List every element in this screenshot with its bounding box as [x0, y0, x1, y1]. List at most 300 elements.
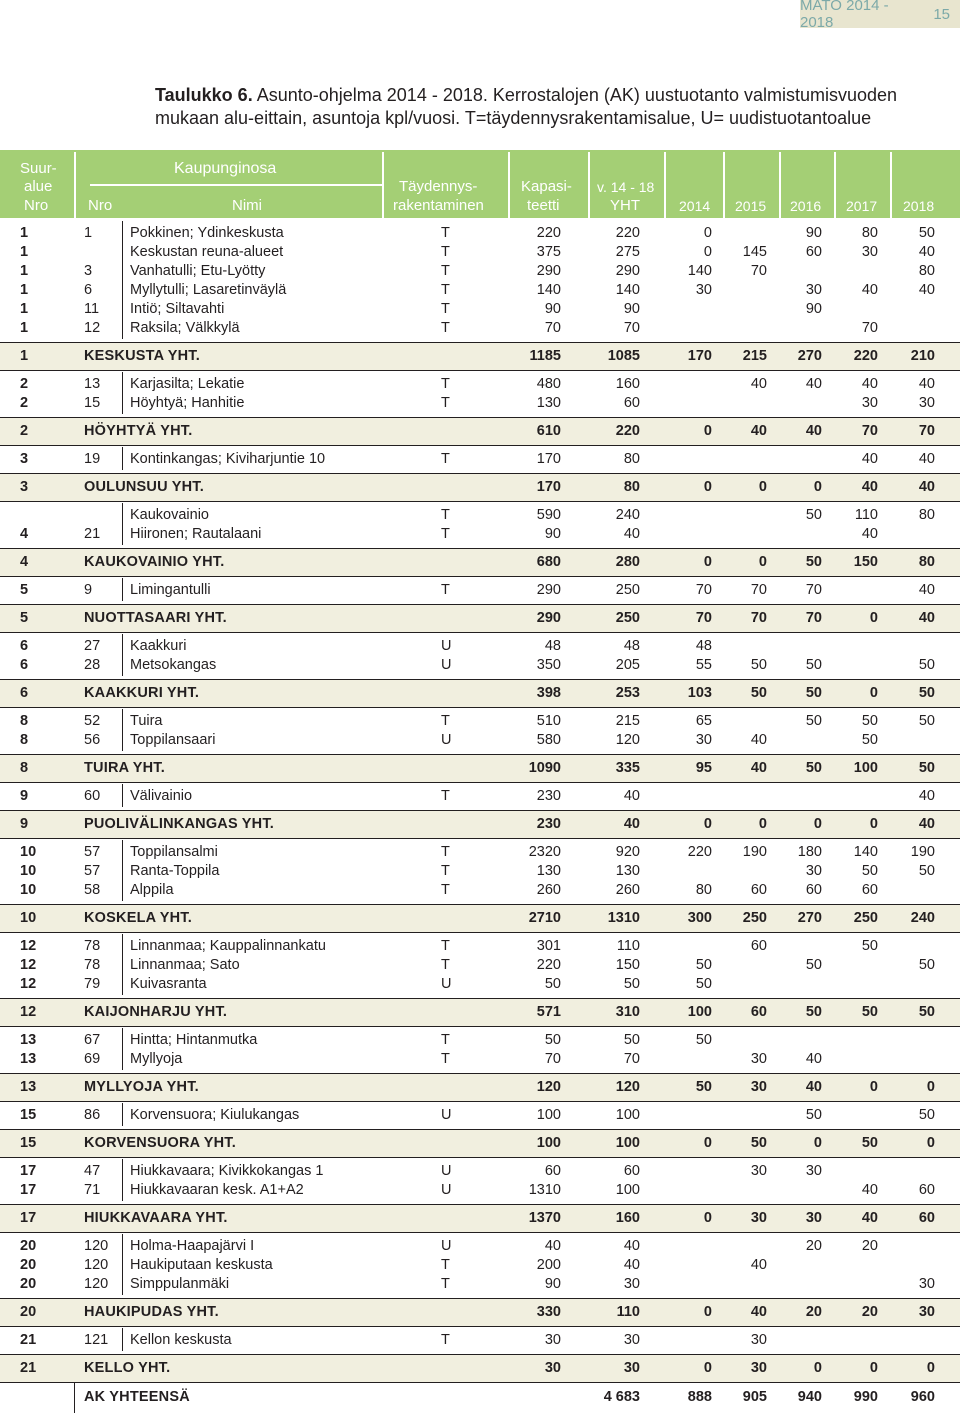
tyyppi-cell: T [441, 582, 450, 598]
suuralue-cell: 8 [20, 732, 29, 748]
kapasiteetti-cell: 90 [544, 526, 561, 542]
y2015-cell: 40 [750, 1304, 767, 1320]
suuralue-cell: 12 [20, 957, 37, 973]
y2015-cell: 30 [750, 1210, 767, 1226]
y2017-cell: 70 [861, 423, 878, 439]
y2017-cell: 20 [861, 1238, 878, 1254]
y2014-cell: 0 [703, 1304, 712, 1320]
column-divider [122, 634, 123, 676]
row-divider [0, 501, 960, 502]
nimi-cell: Hintta; Hintanmutka [130, 1032, 258, 1048]
total-label: AK YHTEENSÄ [84, 1389, 190, 1405]
tyyppi-cell: U [441, 1107, 452, 1123]
col-2014: 2014 [679, 198, 711, 214]
nimi-cell: Kuivasranta [130, 976, 207, 992]
nimi-cell: Kaakkuri [130, 638, 187, 654]
nro-cell: 3 [84, 263, 93, 279]
y2017-cell: 70 [861, 320, 878, 336]
subtotal-label: KAIJONHARJU YHT. [84, 1004, 228, 1020]
kapasiteetti-cell: 301 [536, 938, 561, 954]
kapasiteetti-cell: 220 [536, 957, 561, 973]
y2015-cell: 215 [742, 348, 767, 364]
y2014-cell: 30 [695, 282, 712, 298]
nro-cell: 86 [84, 1107, 101, 1123]
y2014-cell: 888 [687, 1389, 712, 1405]
table-row [0, 281, 960, 300]
kapasiteetti-cell: 220 [536, 225, 561, 241]
subtotal-row [0, 684, 960, 703]
suuralue-cell: 13 [20, 1051, 37, 1067]
column-divider [122, 221, 123, 339]
y2016-cell: 940 [797, 1389, 822, 1405]
subtotal-row [0, 347, 960, 366]
y2016-cell: 270 [797, 910, 822, 926]
y2016-cell: 50 [805, 1004, 822, 1020]
kapasiteetti-cell: 590 [536, 507, 561, 523]
y2018-cell: 40 [918, 376, 935, 392]
y2014-cell: 140 [687, 263, 712, 279]
y2017-cell: 40 [861, 479, 878, 495]
nimi-cell: Metsokangas [130, 657, 217, 673]
tyyppi-cell: T [441, 1257, 450, 1273]
tyyppi-cell: T [441, 244, 450, 260]
nro-cell: 79 [84, 976, 101, 992]
row-divider [0, 445, 960, 446]
y2016-cell: 50 [805, 507, 822, 523]
y2016-cell: 40 [805, 376, 822, 392]
y2014-cell: 300 [687, 910, 712, 926]
suuralue-cell: 5 [20, 610, 29, 626]
nimi-cell: Hiironen; Rautalaani [130, 526, 262, 542]
yht-cell: 40 [623, 1238, 640, 1254]
y2017-cell: 0 [869, 685, 878, 701]
tyyppi-cell: T [441, 1032, 450, 1048]
yht-cell: 253 [615, 685, 640, 701]
nro-cell: 27 [84, 638, 101, 654]
suuralue-cell: 20 [20, 1276, 37, 1292]
y2018-cell: 70 [918, 423, 935, 439]
table-row [0, 1331, 960, 1350]
tyyppi-cell: T [441, 376, 450, 392]
nro-cell: 15 [84, 395, 101, 411]
kapasiteetti-cell: 680 [536, 554, 561, 570]
yht-cell: 160 [615, 376, 640, 392]
suuralue-cell: 4 [20, 554, 29, 570]
row-divider [0, 1157, 960, 1158]
y2018-cell: 50 [918, 1004, 935, 1020]
suuralue-cell: 21 [20, 1360, 37, 1376]
suuralue-cell: 20 [20, 1238, 37, 1254]
table-row [0, 862, 960, 881]
nimi-cell: Myllytulli; Lasaretinväylä [130, 282, 287, 298]
y2017-cell: 50 [861, 732, 878, 748]
subtotal-row [0, 1209, 960, 1228]
suuralue-cell: 6 [20, 638, 29, 654]
table-row [0, 300, 960, 319]
y2017-cell: 40 [861, 1182, 878, 1198]
y2017-cell: 0 [869, 1360, 878, 1376]
y2018-cell: 40 [918, 479, 935, 495]
yht-cell: 110 [616, 1304, 640, 1320]
header-separator [382, 152, 384, 218]
nro-cell: 11 [84, 301, 100, 317]
table-row [0, 506, 960, 525]
yht-cell: 1085 [607, 348, 640, 364]
y2015-cell: 145 [742, 244, 767, 260]
y2015-cell: 50 [750, 1135, 767, 1151]
suuralue-cell: 3 [20, 451, 29, 467]
kapasiteetti-cell: 350 [536, 657, 561, 673]
row-divider [0, 838, 960, 839]
kapasiteetti-cell: 260 [536, 882, 561, 898]
kapasiteetti-cell: 230 [536, 788, 561, 804]
nro-cell: 78 [84, 957, 101, 973]
tyyppi-cell: T [441, 263, 450, 279]
tyyppi-cell: T [441, 301, 450, 317]
suuralue-cell: 12 [20, 976, 37, 992]
tyyppi-cell: U [441, 1163, 452, 1179]
nro-cell: 9 [84, 582, 93, 598]
column-divider [122, 372, 123, 414]
suuralue-cell: 12 [20, 938, 37, 954]
column-divider [122, 578, 123, 601]
y2014-cell: 0 [703, 423, 712, 439]
y2016-cell: 30 [805, 1210, 822, 1226]
subtotal-label: KOSKELA YHT. [84, 910, 192, 926]
y2015-cell: 50 [750, 685, 767, 701]
subtotal-label: TUIRA YHT. [84, 760, 165, 776]
y2017-cell: 60 [861, 882, 878, 898]
y2014-cell: 50 [695, 1032, 712, 1048]
subtotal-label: HAUKIPUDAS YHT. [84, 1304, 219, 1320]
kapasiteetti-cell: 170 [536, 451, 561, 467]
col-taydennys-2: rakentaminen [393, 197, 484, 214]
suuralue-cell: 20 [20, 1304, 37, 1320]
subtotal-label: KAUKOVAINIO YHT. [84, 554, 225, 570]
column-divider [122, 1028, 123, 1070]
y2016-cell: 30 [805, 863, 822, 879]
table-row [0, 450, 960, 469]
nimi-cell: Haukiputaan keskusta [130, 1257, 273, 1273]
nimi-cell: Kontinkangas; Kiviharjuntie 10 [130, 451, 326, 467]
row-divider [0, 1101, 960, 1102]
table-row [0, 1275, 960, 1294]
tyyppi-cell: T [441, 1332, 450, 1348]
suuralue-cell: 5 [20, 582, 29, 598]
nimi-cell: Ranta-Toppila [130, 863, 220, 879]
suuralue-cell: 9 [20, 788, 29, 804]
y2016-cell: 270 [797, 348, 822, 364]
table-row [0, 224, 960, 243]
y2017-cell: 40 [861, 1210, 878, 1226]
column-divider [122, 1234, 123, 1295]
nro-cell: 120 [84, 1238, 109, 1254]
page-number: 15 [933, 5, 950, 23]
y2018-cell: 50 [918, 957, 935, 973]
y2014-cell: 55 [695, 657, 712, 673]
kapasiteetti-cell: 170 [536, 479, 561, 495]
nimi-cell: Höyhtyä; Hanhitie [130, 395, 245, 411]
suuralue-cell: 17 [20, 1210, 37, 1226]
nimi-cell: Kellon keskusta [130, 1332, 232, 1348]
table-row [0, 1181, 960, 1200]
y2017-cell: 50 [861, 938, 878, 954]
nimi-cell: Linnanmaa; Kauppalinnankatu [130, 938, 326, 954]
kapasiteetti-cell: 2710 [528, 910, 561, 926]
nimi-cell: Holma-Haapajärvi I [130, 1238, 255, 1254]
kapasiteetti-cell: 140 [536, 282, 561, 298]
y2017-cell: 80 [861, 225, 878, 241]
kapasiteetti-cell: 290 [536, 263, 561, 279]
col-2018: 2018 [903, 198, 935, 214]
yht-cell: 70 [623, 1051, 640, 1067]
y2014-cell: 30 [695, 732, 712, 748]
y2014-cell: 50 [695, 1079, 712, 1095]
suuralue-cell: 15 [20, 1135, 37, 1151]
caption-label: Taulukko 6. [155, 85, 253, 105]
nimi-cell: Limingantulli [130, 582, 211, 598]
kapasiteetti-cell: 1185 [529, 348, 561, 364]
table-row [0, 843, 960, 862]
nro-cell: 69 [84, 1051, 101, 1067]
nro-cell: 21 [84, 526, 101, 542]
column-divider [122, 1159, 123, 1201]
table-row [0, 787, 960, 806]
header-separator [890, 152, 892, 218]
nimi-cell: Kaukovainio [130, 507, 209, 523]
y2018-cell: 50 [918, 1107, 935, 1123]
y2015-cell: 70 [750, 582, 767, 598]
kapasiteetti-cell: 1310 [528, 1182, 561, 1198]
y2015-cell: 190 [742, 844, 767, 860]
suuralue-cell: 1 [20, 244, 29, 260]
yht-cell: 40 [623, 1257, 640, 1273]
total-row [0, 1388, 960, 1407]
nro-cell: 19 [84, 451, 101, 467]
suuralue-cell: 1 [20, 225, 29, 241]
col-suuralue-1: Suur- [20, 160, 57, 177]
yht-cell: 280 [615, 554, 640, 570]
y2018-cell: 960 [910, 1389, 935, 1405]
tyyppi-cell: T [441, 863, 450, 879]
yht-cell: 60 [623, 395, 640, 411]
yht-cell: 335 [615, 760, 640, 776]
subtotal-row [0, 759, 960, 778]
y2016-cell: 50 [805, 685, 822, 701]
nimi-cell: Korvensuora; Kiulukangas [130, 1107, 300, 1123]
column-divider [122, 840, 123, 901]
row-divider [0, 1382, 960, 1383]
y2015-cell: 905 [742, 1389, 767, 1405]
subtotal-label: KESKUSTA YHT. [84, 348, 200, 364]
yht-cell: 120 [615, 1079, 640, 1095]
yht-cell: 130 [615, 863, 640, 879]
kapasiteetti-cell: 50 [544, 1032, 561, 1048]
y2015-cell: 0 [758, 479, 767, 495]
subtotal-row [0, 1134, 960, 1153]
tyyppi-cell: U [441, 1238, 452, 1254]
table-row [0, 937, 960, 956]
yht-cell: 40 [623, 816, 640, 832]
nro-cell: 71 [84, 1182, 101, 1198]
y2014-cell: 0 [703, 225, 712, 241]
yht-cell: 310 [615, 1004, 640, 1020]
y2015-cell: 40 [750, 376, 767, 392]
y2018-cell: 60 [918, 1182, 935, 1198]
yht-cell: 80 [623, 479, 640, 495]
y2015-cell: 50 [750, 657, 767, 673]
suuralue-cell: 1 [20, 320, 29, 336]
nimi-cell: Karjasilta; Lekatie [130, 376, 245, 392]
y2016-cell: 50 [805, 760, 822, 776]
y2017-cell: 0 [869, 1079, 878, 1095]
yht-cell: 90 [623, 301, 640, 317]
y2014-cell: 80 [695, 882, 712, 898]
nro-cell: 120 [84, 1257, 109, 1273]
y2014-cell: 0 [703, 1135, 712, 1151]
y2014-cell: 70 [695, 582, 712, 598]
suuralue-cell: 15 [20, 1107, 37, 1123]
y2018-cell: 50 [918, 225, 935, 241]
y2017-cell: 30 [861, 244, 878, 260]
header-separator [664, 152, 666, 218]
y2017-cell: 0 [869, 816, 878, 832]
kapasiteetti-cell: 50 [544, 976, 561, 992]
y2014-cell: 100 [687, 1004, 712, 1020]
table-row [0, 1162, 960, 1181]
suuralue-cell: 1 [20, 348, 29, 364]
suuralue-cell: 10 [20, 910, 37, 926]
tyyppi-cell: T [441, 526, 450, 542]
kapasiteetti-cell: 480 [536, 376, 561, 392]
column-divider [122, 784, 123, 807]
kapasiteetti-cell: 70 [544, 1051, 561, 1067]
y2015-cell: 70 [750, 610, 767, 626]
y2016-cell: 50 [805, 1107, 822, 1123]
yht-cell: 250 [615, 582, 640, 598]
row-divider [0, 1232, 960, 1233]
kapasiteetti-cell: 100 [536, 1107, 561, 1123]
tyyppi-cell: U [441, 657, 452, 673]
y2018-cell: 80 [918, 554, 935, 570]
y2018-cell: 40 [918, 816, 935, 832]
y2017-cell: 30 [861, 395, 878, 411]
y2016-cell: 50 [805, 554, 822, 570]
tyyppi-cell: T [441, 938, 450, 954]
tyyppi-cell: U [441, 732, 452, 748]
tyyppi-cell: T [441, 788, 450, 804]
y2018-cell: 0 [926, 1079, 935, 1095]
nimi-cell: Alppila [130, 882, 174, 898]
y2017-cell: 140 [853, 844, 878, 860]
table-row [0, 525, 960, 544]
y2016-cell: 0 [813, 1135, 822, 1151]
subtotal-row [0, 478, 960, 497]
y2015-cell: 30 [750, 1360, 767, 1376]
col-taydennys-1: Täydennys- [399, 178, 478, 195]
y2015-cell: 40 [750, 423, 767, 439]
nimi-cell: Välivainio [130, 788, 193, 804]
yht-cell: 30 [623, 1276, 640, 1292]
suuralue-cell: 6 [20, 685, 29, 701]
column-divider [122, 934, 123, 995]
kapasiteetti-cell: 130 [536, 863, 561, 879]
nro-cell: 57 [84, 863, 101, 879]
suuralue-cell: 20 [20, 1257, 37, 1273]
suuralue-cell: 13 [20, 1032, 37, 1048]
subtotal-row [0, 553, 960, 572]
yht-cell: 275 [615, 244, 640, 260]
nro-cell: 78 [84, 938, 101, 954]
nro-cell: 47 [84, 1163, 101, 1179]
col-kapasiteetti-1: Kapasi- [521, 178, 572, 195]
yht-cell: 120 [615, 732, 640, 748]
y2018-cell: 50 [918, 685, 935, 701]
row-divider [0, 1326, 960, 1327]
kapasiteetti-cell: 30 [544, 1360, 561, 1376]
suuralue-cell: 2 [20, 395, 29, 411]
yht-cell: 50 [623, 1032, 640, 1048]
y2017-cell: 40 [861, 282, 878, 298]
kapasiteetti-cell: 60 [544, 1163, 561, 1179]
nimi-cell: Simppulanmäki [130, 1276, 230, 1292]
col-2017: 2017 [846, 198, 878, 214]
y2018-cell: 240 [910, 910, 935, 926]
nro-cell: 28 [84, 657, 101, 673]
y2016-cell: 0 [813, 1360, 822, 1376]
subtotal-label: PUOLIVÄLINKANGAS YHT. [84, 816, 275, 832]
col-nimi: Nimi [232, 197, 262, 214]
yht-cell: 140 [615, 282, 640, 298]
suuralue-cell: 13 [20, 1079, 37, 1095]
suuralue-cell: 2 [20, 423, 29, 439]
y2018-cell: 30 [918, 1304, 935, 1320]
tyyppi-cell: T [441, 957, 450, 973]
row-divider [0, 632, 960, 633]
nro-cell: 1 [84, 225, 93, 241]
yht-cell: 48 [623, 638, 640, 654]
nro-cell: 12 [84, 320, 101, 336]
y2018-cell: 40 [918, 610, 935, 626]
y2018-cell: 190 [910, 844, 935, 860]
table-row [0, 319, 960, 338]
column-divider [122, 709, 123, 751]
nimi-cell: Vanhatulli; Etu-Lyötty [130, 263, 266, 279]
suuralue-cell: 17 [20, 1163, 37, 1179]
subtotal-label: HÖYHTYÄ YHT. [84, 423, 193, 439]
y2016-cell: 40 [805, 423, 822, 439]
row-divider [0, 576, 960, 577]
y2016-cell: 0 [813, 816, 822, 832]
nro-cell: 52 [84, 713, 101, 729]
y2018-cell: 30 [918, 1276, 935, 1292]
col-suuralue-2: alue [24, 178, 53, 195]
kapasiteetti-cell: 580 [536, 732, 561, 748]
suuralue-cell: 1 [20, 282, 29, 298]
suuralue-cell: 3 [20, 479, 29, 495]
table-row [0, 1050, 960, 1069]
y2017-cell: 40 [861, 451, 878, 467]
table-row [0, 1031, 960, 1050]
y2014-cell: 0 [703, 479, 712, 495]
table-row [0, 1106, 960, 1125]
y2016-cell: 50 [805, 657, 822, 673]
column-divider [122, 1328, 123, 1351]
y2018-cell: 40 [918, 282, 935, 298]
yht-cell: 40 [623, 526, 640, 542]
tyyppi-cell: T [441, 844, 450, 860]
y2017-cell: 50 [861, 1004, 878, 1020]
